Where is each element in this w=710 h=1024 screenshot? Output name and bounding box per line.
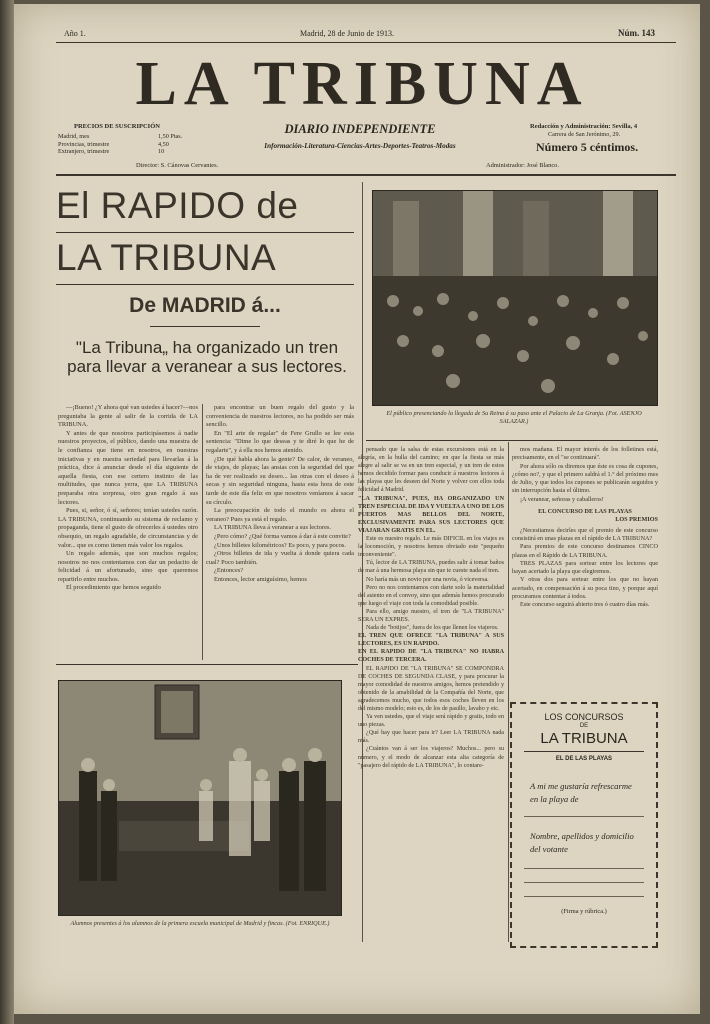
paragraph: En "El arte de regalar" de Fere Grullo se lee esta sentencia: "Dime lo que deseas y te diré lo que he de regalarte", y á ella nos hemos atenido. xyxy=(206,429,354,454)
paragraph-bold: "LA TRIBUNA", PUES, HA ORGANIZADO UN TREN ESPECIAL DE IDA Y VUELTA A UNO DE LOS PUERTOS MAS BELLOS DEL NORTE, EXCLUSIVAMENTE PARA SUS LECTORES QUE VIAJARAN GRATIS EN EL. xyxy=(358,495,504,534)
paragraph: ¿Qué hay que hacer para ir? Leer LA TRIBUNA nada más. xyxy=(358,730,504,745)
article-column-1 xyxy=(58,404,198,593)
paragraph: ¿Pero cómo? ¿Qué forma vamos á dar á este convite? xyxy=(214,532,351,540)
paragraph: Este es nuestro regalo. Le más DIFICIL en los viajes es la locomoción, y nosotros hemos obviado este "pequeño inconveniente". xyxy=(358,536,504,559)
paragraph: ¿Otros billetes de ida y vuelta á donde quiera cada cual? Poco también. xyxy=(206,550,354,566)
photo1-caption: El público presenciando la llegada de Su Reina á su paso ante el Palacio de La Granja. (Fot. ASENJO SALAZAR.) xyxy=(386,410,642,425)
school-photo-image xyxy=(59,681,341,915)
paragraph-bold: EL TREN QUE OFRECE "LA TRIBUNA" A SUS LECTORES, ES UN RAPIDO. xyxy=(358,633,504,648)
prizes-heading: LOS PREMIOS xyxy=(615,516,658,524)
paragraph: Pero no nos contentamos con darte solo la materialidad del asiento en el convoy, sino que además hemos procurado que luego el viaje con toda la comodidad posible. xyxy=(358,584,504,607)
paragraph: ¡A veranear, señoras y caballeros! xyxy=(520,495,604,503)
subhead: De MADRID á... xyxy=(129,294,281,317)
issue-number: Núm. 143 xyxy=(618,28,656,38)
headline-line2: LA TRIBUNA xyxy=(56,237,277,278)
paragraph: TRES PLAZAS para sortear entre los lectores que hayan acertado la playa que elegiremos. xyxy=(512,559,658,576)
price-table xyxy=(58,133,198,156)
paragraph: Un regalo además, que son muchos regalos; nosotros no nos contentamos con dar un pedacito de felicidad á un afortunado, sino que queremos repartirlo entre muchos. xyxy=(58,550,198,583)
subhead-rule xyxy=(150,326,260,327)
article-column-2 xyxy=(206,404,354,584)
price-row: Madrid, mes 1,50 Ptas. xyxy=(58,133,183,140)
school-photo xyxy=(58,680,342,916)
coupon-answer-line[interactable] xyxy=(524,816,644,817)
price-row: Extranjero, trimestre 10 xyxy=(58,148,165,156)
lead-paragraph: "La Tribuna„ ha organizado un tren para llevar a veranear a sus lectores. xyxy=(67,338,347,376)
price-line: Número 5 céntimos. xyxy=(536,140,639,154)
paragraph: Ya ven ustedes, que el viaje será rápido y gratis, todo en uno piezas. xyxy=(358,714,504,729)
paragraph: Por ahora sólo os diremos que éste es cosa de cupones, ¿cómo no?, y que el primero saldrá el 1.° del próximo mes de Julio, y que todos los cupones se publicarán seguidos y sin interrupción hasta el último. xyxy=(512,462,658,495)
paragraph: Nada de "botijos", fuera de los que llenen los viajeros. xyxy=(366,625,499,632)
crowd-photo xyxy=(372,190,658,406)
paragraph: mos mañana. El mayor interés de los folletines está, precisamente, en el "se continuará". xyxy=(512,446,658,462)
paragraph: Para premios de este concurso destinamos CINCO plazas en el Rápido de LA TRIBUNA. xyxy=(512,543,658,559)
headline-line1: El RAPIDO de xyxy=(56,185,299,226)
paragraph: ¿Unos billetes kilométricos? Es poco, y para pocos. xyxy=(214,541,346,549)
column-rule xyxy=(508,442,509,942)
photo-rule xyxy=(56,664,358,665)
administration-line: Redacción y Administración: Sevilla, 4 xyxy=(530,123,638,130)
contest-heading: EL CONCURSO DE LAS PLAYAS xyxy=(538,508,632,516)
date-line: Madrid, 28 de Junio de 1913. xyxy=(300,29,394,38)
subtitle: DIARIO INDEPENDIENTE xyxy=(284,122,436,136)
masthead-title: LA TRIBUNA xyxy=(135,50,589,118)
administrator-line: Administrador: José Blanco. xyxy=(486,162,559,169)
paragraph: Este concurso seguirá abierto tres ó cuatro días más. xyxy=(520,601,650,609)
article-column-4 xyxy=(512,446,658,610)
coupon-name-line[interactable] xyxy=(524,868,644,869)
coupon-signature: (Firma y rúbrica.) xyxy=(561,908,607,915)
paragraph: EL RAPIDO DE "LA TRIBUNA" SE COMPONDRA DE COCHES DE SEGUNDA CLASE, y para procurar la mayor comodidad de nuestros amigos, hemos pretendido y obtenido de la amabilidad de la Compañía del Norte, que agradecemos mucho, que todos esos coches lleven en los del mismo modelo; esto es, de los de pasillo, lavabo y etc. xyxy=(358,665,504,712)
coupon-name-label: Nombre, apellidos y domicilio del votante xyxy=(530,831,634,854)
headline-rule xyxy=(56,284,354,285)
coupon-title: LA TRIBUNA xyxy=(540,730,628,747)
paragraph: La preocupación de todo el mundo es ahora el veraneo? Pues ya está el regalo. xyxy=(206,507,354,523)
paragraph: para encontrar un buen regalo del gusto y la conveniencia de nuestros lectores, no ha podido ser más sencillo. xyxy=(206,404,354,429)
paragraph: pensado que la salsa de estas excursiones está en la alegría, en la bulla del camino; en que la fiesta se más alegre al salir se va en un tren especial, y un tren de estos hemos decidido formar para conducir á nuestros lectores á las playas que les deseen del Norte y volver con ellos toda felicidad á Madrid. xyxy=(358,447,504,494)
column-rule xyxy=(202,404,203,660)
top-rule xyxy=(56,42,676,43)
coupon-de: DE xyxy=(579,723,589,729)
paragraph: No haría más un novio por una novia, ó viceversa. xyxy=(366,576,489,583)
coupon-name-line[interactable] xyxy=(524,896,644,897)
paragraph: ¿Necesitamos decirles que el premio de este concurso consistirá en unas plazas en el rápido de LA TRIBUNA? xyxy=(512,526,658,542)
coupon-rule xyxy=(524,751,644,752)
paragraph: Pues, si, señor, ó sí, señores; tenían ustedes razón. LA TRIBUNA, continuando su sistema de reclamo y propaganda, tiene el gusto de ofrecerles á ustedes otro obsequio, un regalo agradable, de circunstancias y de valor... que es como tienen más valor los regalos. xyxy=(58,507,198,549)
paragraph: El procedimiento que hemos seguido xyxy=(66,584,161,592)
headline-rule xyxy=(56,232,354,233)
director-line: Director: S. Cánovas Cervantes. xyxy=(136,162,219,169)
article-column-3 xyxy=(358,446,504,770)
paragraph: ¿Entonces? xyxy=(214,567,244,575)
paragraph: Y otras dos para sortear entre los que no hayan acertado, en compensación á su poca tino, y porque aquí procuramos contentar á todos. xyxy=(512,576,658,601)
paragraph: —¡Bueno! ¿Y ahora qué van ustedes á hacer?—nos preguntaba la gente al salir de la corrida de LA TRIBUNA. xyxy=(58,404,198,429)
price-row: Provincias, trimestre 4,50 xyxy=(58,140,169,148)
photo-rule xyxy=(366,440,658,441)
contest-coupon xyxy=(510,702,658,948)
coupon-prompt: A mi me gustaría refrescarme en la playa de xyxy=(530,781,632,804)
paragraph: Entonces, lector amiguísimo, hemos xyxy=(214,575,307,583)
paragraph: Y antes de que nosotros participásemos á nadie nuestros proyectos, el público, dando una muestra de le confianza que tiene en nosotros, en nuestras iniciativas y en nuestra seriedad para llevarlas á la práctica, dice á anunciar desde el día siguiente de aquella fiesta, con ese certero instinto de las multitudes, que nunca yerra, que LA TRIBUNA preparaba otra sorpresa, otro gran regalo á sus lectores. xyxy=(58,429,198,506)
admin-address: Carrera de San Jerónimo, 29. xyxy=(548,131,621,138)
coupon-top: LOS CONCURSOS xyxy=(544,712,624,722)
paragraph: Para ello, amigo nuestro, el tren de "LA TRIBUNA" SERA UN EXPRES. xyxy=(358,608,504,623)
coupon-name-line[interactable] xyxy=(524,882,644,883)
masthead-rule xyxy=(56,174,676,176)
year-label: Año 1. xyxy=(64,29,86,38)
paragraph-bold: EN EL RAPIDO DE "LA TRIBUNA" NO HABRA COCHES DE TERCERA. xyxy=(358,649,504,664)
paragraph: ¿Cuántos van á ser los viajeros? Muchos... pero su número, y el modo de alcanzar esta alta categoría de "pasajero del rápido de LA TRIBUNA", lo contare- xyxy=(358,746,504,769)
coupon-subtitle: EL DE LAS PLAYAS xyxy=(555,756,613,762)
crowd-photo-image xyxy=(373,191,657,405)
prices-title: PRECIOS DE SUSCRIPCIÓN xyxy=(74,123,160,130)
binding-spine xyxy=(0,0,14,1024)
photo2-caption: Alumnos presentes á los alumnos de la primera escuela municipal de Madrid y fincas. (Fot. ENRIQUE.) xyxy=(70,920,330,927)
paragraph: LA TRIBUNA lleva á veranear a sus lectores. xyxy=(214,524,332,532)
paragraph: Tú, lector de LA TRIBUNA, puedes salir á tomar baños de mar á una hermosa playa sin que te cueste nada el tren. xyxy=(358,560,504,575)
sections-line: Información-Literatura-Ciencias-Artes-Deportes-Teatros-Modas xyxy=(264,142,456,150)
paragraph: ¿De qué habla ahora la gente? De calor, de veraneo, de viajes, de playas; las ansias con la seguridad del que ha de ver realizado su deseo... las otras con el deseo á secas y sin seguridad ninguna, hasta esta hora de este tarde de este día feliz en que nosotros veníamos á sacar su círculo. xyxy=(206,455,354,506)
